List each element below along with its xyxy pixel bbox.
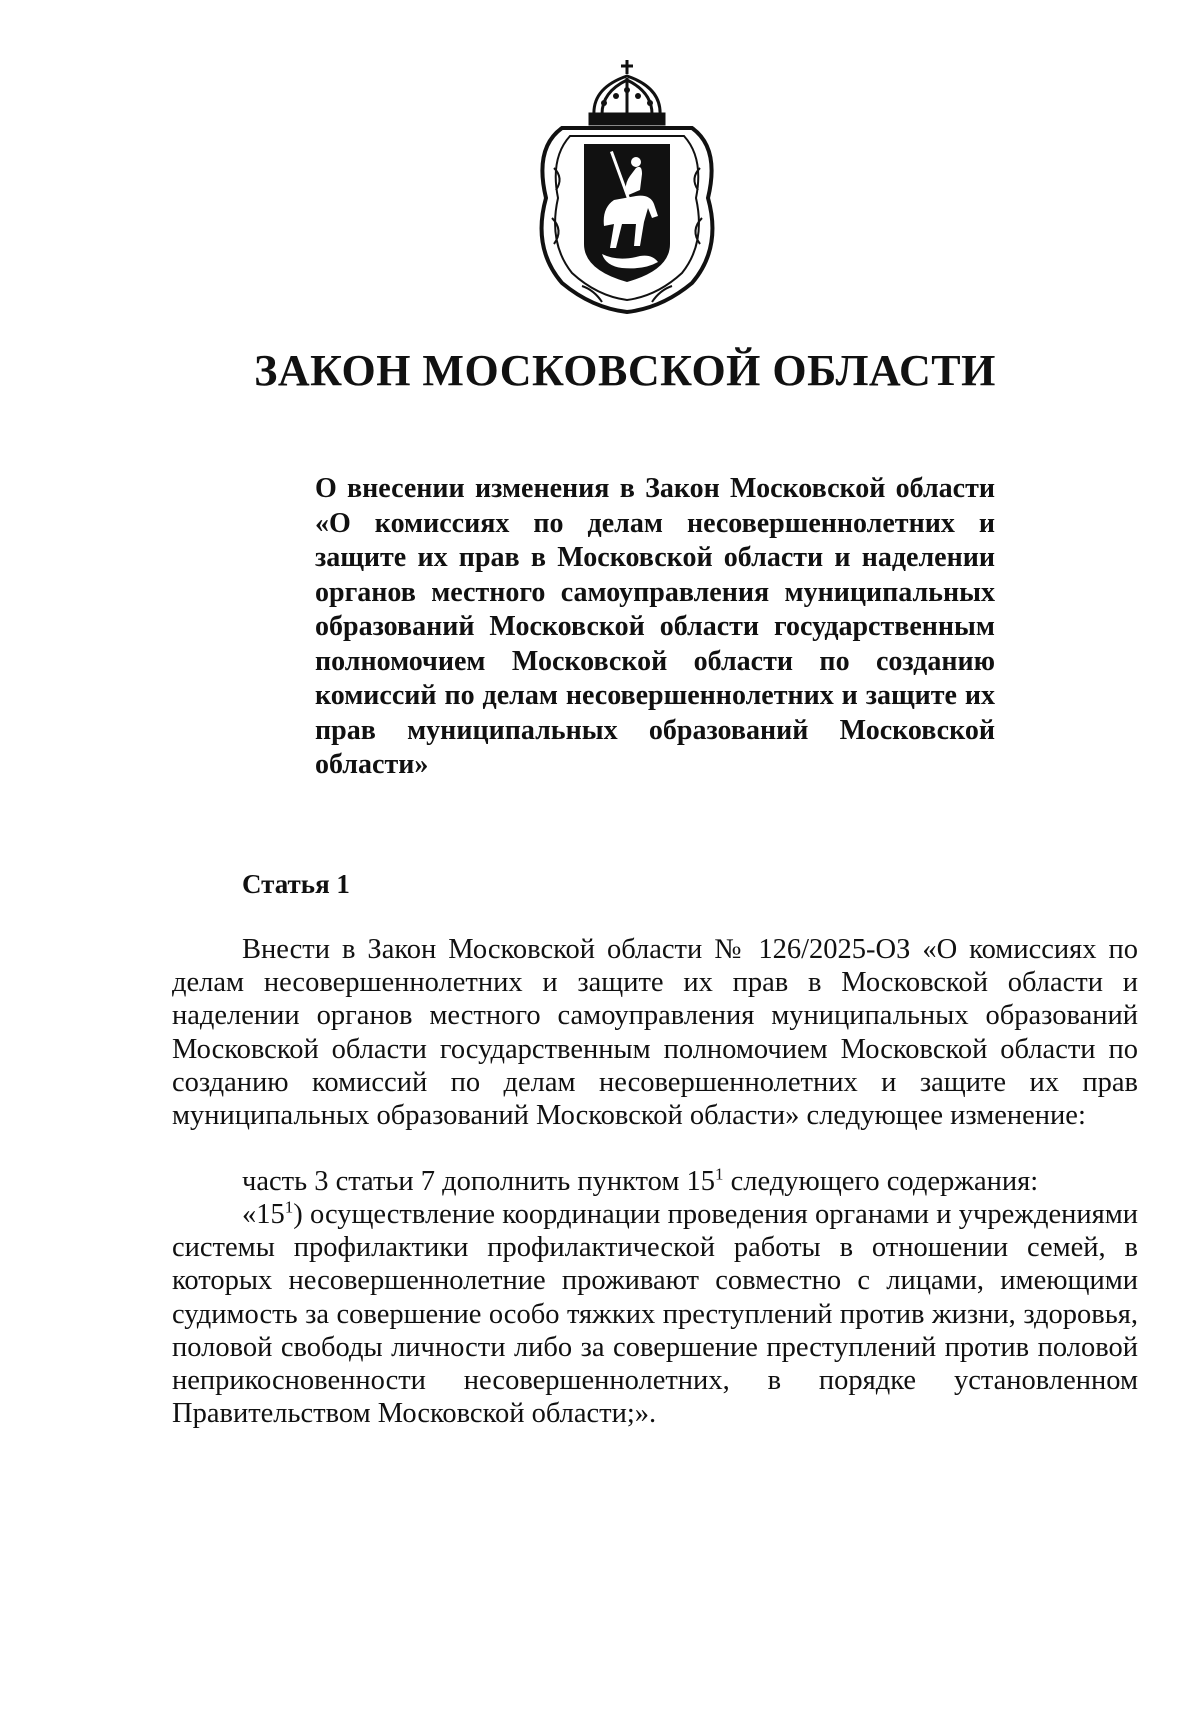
article-paragraph-1: Внести в Закон Московской области № 126/2025-ОЗ «О комиссиях по делам несовершеннолетних и защите их прав в Московской области и наделении органов местного самоуправления муниципальных образований Московской области государственным полномочием Московской области по созданию комиссий по делам несовершеннолетних и защите их прав муниципальных образований Московской области» следующее изменение: bbox=[172, 934, 1138, 1132]
paragraph-3-open: «15 bbox=[242, 1199, 285, 1230]
article-heading: Статья 1 bbox=[242, 869, 350, 899]
paragraph-2-text: часть 3 статьи 7 дополнить пунктом 15 bbox=[242, 1166, 716, 1197]
paragraph-3-superscript: 1 bbox=[284, 1197, 294, 1217]
paragraph-2-superscript: 1 bbox=[715, 1164, 724, 1184]
paragraph-3-text: ) осуществление координации проведения органами и учреждениями системы профилактики профилактической работы в отношении семей, в которых несовершеннолетние проживают совместно с лицами, имеющими судимость за совершение особо тяжких преступлений против жизни, здоровья, половой свободы личности либо за совершение преступлений против половой неприкосновенности несовершеннолетних, в порядке установленном Правительством Московской области;». bbox=[172, 1199, 1138, 1430]
paragraph-2-tail: следующего содержания: bbox=[723, 1166, 1039, 1197]
law-subtitle: О внесении изменения в Закон Московской области «О комиссиях по делам несовершеннолетних и защите их прав в Московской области и наделении органов местного самоуправления муниципальных образований Московской области государственным полномочием Московской области по созданию комиссий по делам несовершеннолетних и защите их прав муниципальных образований Московской области» bbox=[315, 473, 995, 780]
article-paragraph-3 bbox=[172, 1198, 1138, 1430]
article-paragraph-2 bbox=[172, 1165, 1138, 1198]
law-title: ЗАКОН МОСКОВСКОЙ ОБЛАСТИ bbox=[254, 346, 996, 395]
coat-of-arms-icon bbox=[532, 58, 722, 314]
